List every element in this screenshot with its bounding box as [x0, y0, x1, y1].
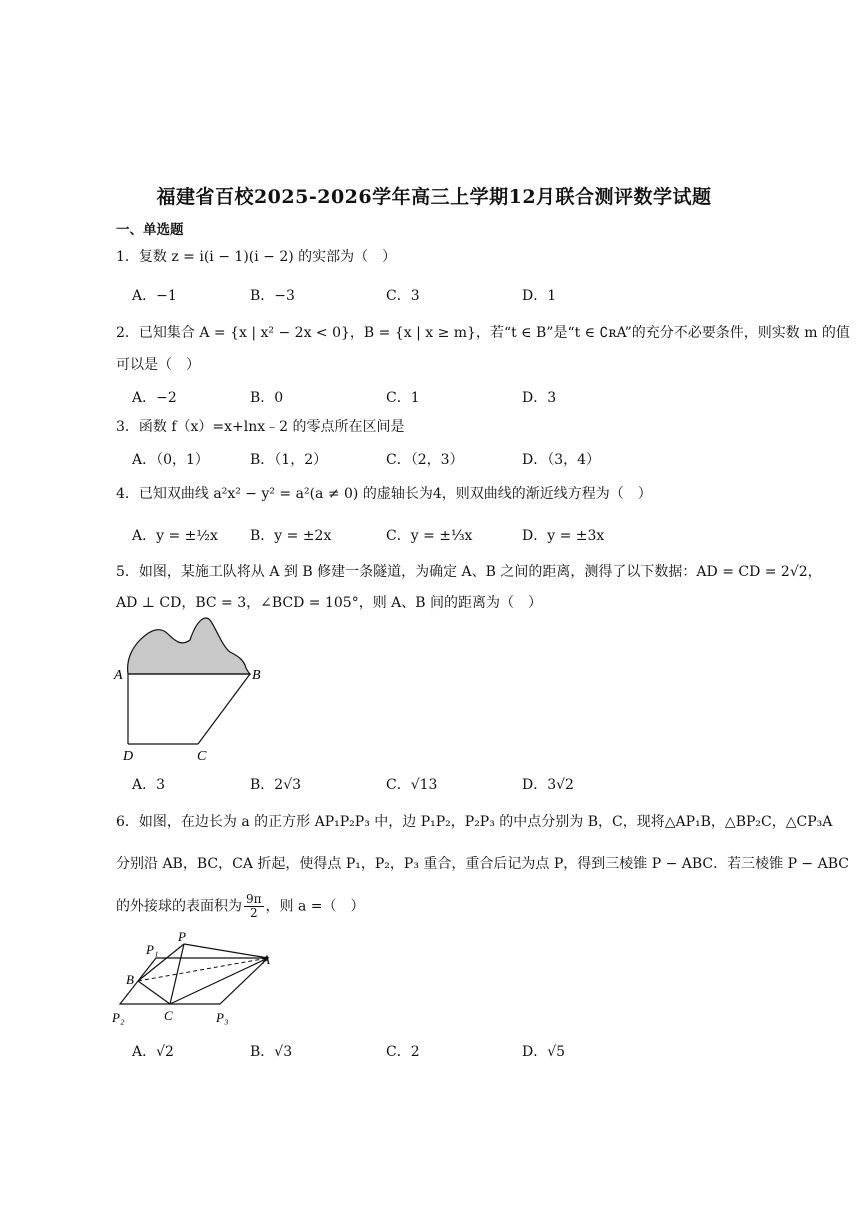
edge-ab-dashed: [138, 958, 268, 981]
option-d[interactable]: D．1: [522, 288, 557, 304]
section-heading: 一、单选题: [116, 222, 184, 238]
question-6-stem-line2: 分别沿 AB，BC，CA 折起，使得点 P₁，P₂，P₃ 重合，重合后记为点 P，得到三棱锥 P − ABC．若三棱锥 P − ABC: [116, 856, 849, 872]
option-b[interactable]: B．（1，2）: [250, 452, 328, 468]
option-d[interactable]: D．（3，4）: [522, 452, 601, 468]
label-p1: P₁: [146, 942, 159, 957]
question-6-stem-line1: 6．如图，在边长为 a 的正方形 AP₁P₂P₃ 中，边 P₁P₂，P₂P₃ 的中点分别为 B，C，现将△AP₁B，△BP₂C，△CP₃A: [116, 814, 833, 830]
option-d[interactable]: D．3√2: [522, 777, 574, 793]
mountain-shape: [128, 618, 250, 674]
question-6-stem-line3: [116, 893, 365, 920]
question-3-stem: 3．函数 f（x）=x+lnx﹣2 的零点所在区间是: [116, 419, 405, 435]
question-6-stem-line3b: ，则 a =（ ）: [265, 898, 365, 915]
question-5-stem-line2: AD ⊥ CD，BC = 3，∠BCD = 105°，则 A、B 间的距离为（ ）: [116, 595, 543, 611]
option-c[interactable]: C．√13: [386, 777, 438, 793]
question-5-stem-line1: 5．如图，某施工队将从 A 到 B 修建一条隧道，为确定 A、B 之间的距离，测得了以下数据：AD = CD = 2√2，: [116, 564, 822, 580]
edge-ca: [170, 958, 268, 1004]
option-b[interactable]: B．√3: [250, 1044, 293, 1060]
label-p: P: [178, 929, 186, 944]
segment-cb: [198, 674, 250, 744]
edge-bc: [138, 981, 170, 1004]
option-c[interactable]: C．2: [386, 1044, 420, 1060]
option-b[interactable]: B．y = ±2x: [250, 528, 332, 544]
page-title: 福建省百校2025-2026学年高三上学期12月联合测评数学试题: [156, 186, 712, 208]
option-a[interactable]: A．√2: [132, 1044, 174, 1060]
question-1-options: [132, 285, 752, 305]
option-d[interactable]: D．3: [522, 390, 557, 406]
option-c[interactable]: C．y = ±⅓x: [386, 528, 473, 544]
option-b[interactable]: B．−3: [250, 288, 295, 304]
question-2-stem-line2: 可以是（ ）: [116, 357, 200, 373]
question-4-options: [132, 525, 752, 545]
option-a[interactable]: A．（0，1）: [132, 452, 209, 468]
fraction-numerator: 9π: [246, 892, 262, 906]
label-c: C: [197, 749, 207, 764]
question-4-stem: 4．已知双曲线 a²x² − y² = a²(a ≠ 0) 的虚轴长为4，则双曲线的渐近线方程为（ ）: [116, 486, 652, 502]
question-5-options: [132, 774, 752, 794]
tunnel-figure: [110, 612, 270, 764]
option-c[interactable]: C．（2，3）: [386, 452, 464, 468]
question-2-stem-line1: 2．已知集合 A = {x | x² − 2x < 0}，B = {x | x ≥ m}，若“t ∈ B”是“t ∈ ∁ʀA”的充分不必要条件，则实数 m 的值: [116, 325, 850, 341]
question-3-options: [132, 449, 752, 469]
question-2-options: [132, 387, 752, 407]
question-6-options: [132, 1041, 752, 1061]
label-p3: P₃: [216, 1010, 229, 1025]
question-6-stem-line3a: 的外接球的表面积为: [116, 898, 242, 915]
fraction-denominator: 2: [249, 906, 258, 920]
option-c[interactable]: C．3: [386, 288, 420, 304]
option-d[interactable]: D．y = ±3x: [522, 528, 605, 544]
option-a[interactable]: A．−2: [132, 390, 177, 406]
label-p2: P₂: [112, 1010, 125, 1025]
pyramid-figure: [108, 926, 280, 1028]
label-a: A: [262, 952, 270, 967]
edge-pa: [184, 944, 268, 958]
label-a: A: [114, 668, 123, 683]
surface-area-fraction: [244, 893, 264, 920]
option-b[interactable]: B．0: [250, 390, 284, 406]
label-d: D: [123, 749, 134, 764]
option-b[interactable]: B．2√3: [250, 777, 302, 793]
label-b: B: [252, 668, 261, 683]
option-a[interactable]: A．3: [132, 777, 166, 793]
option-d[interactable]: D．√5: [522, 1044, 566, 1060]
label-c: C: [164, 1008, 173, 1023]
square-outline: [120, 958, 268, 1004]
question-1-stem: 1．复数 z = i(i − 1)(i − 2) 的实部为（ ）: [116, 249, 397, 265]
option-a[interactable]: A．y = ±½x: [132, 528, 218, 544]
option-c[interactable]: C．1: [386, 390, 420, 406]
option-a[interactable]: A．−1: [132, 288, 177, 304]
label-b: B: [126, 972, 134, 987]
